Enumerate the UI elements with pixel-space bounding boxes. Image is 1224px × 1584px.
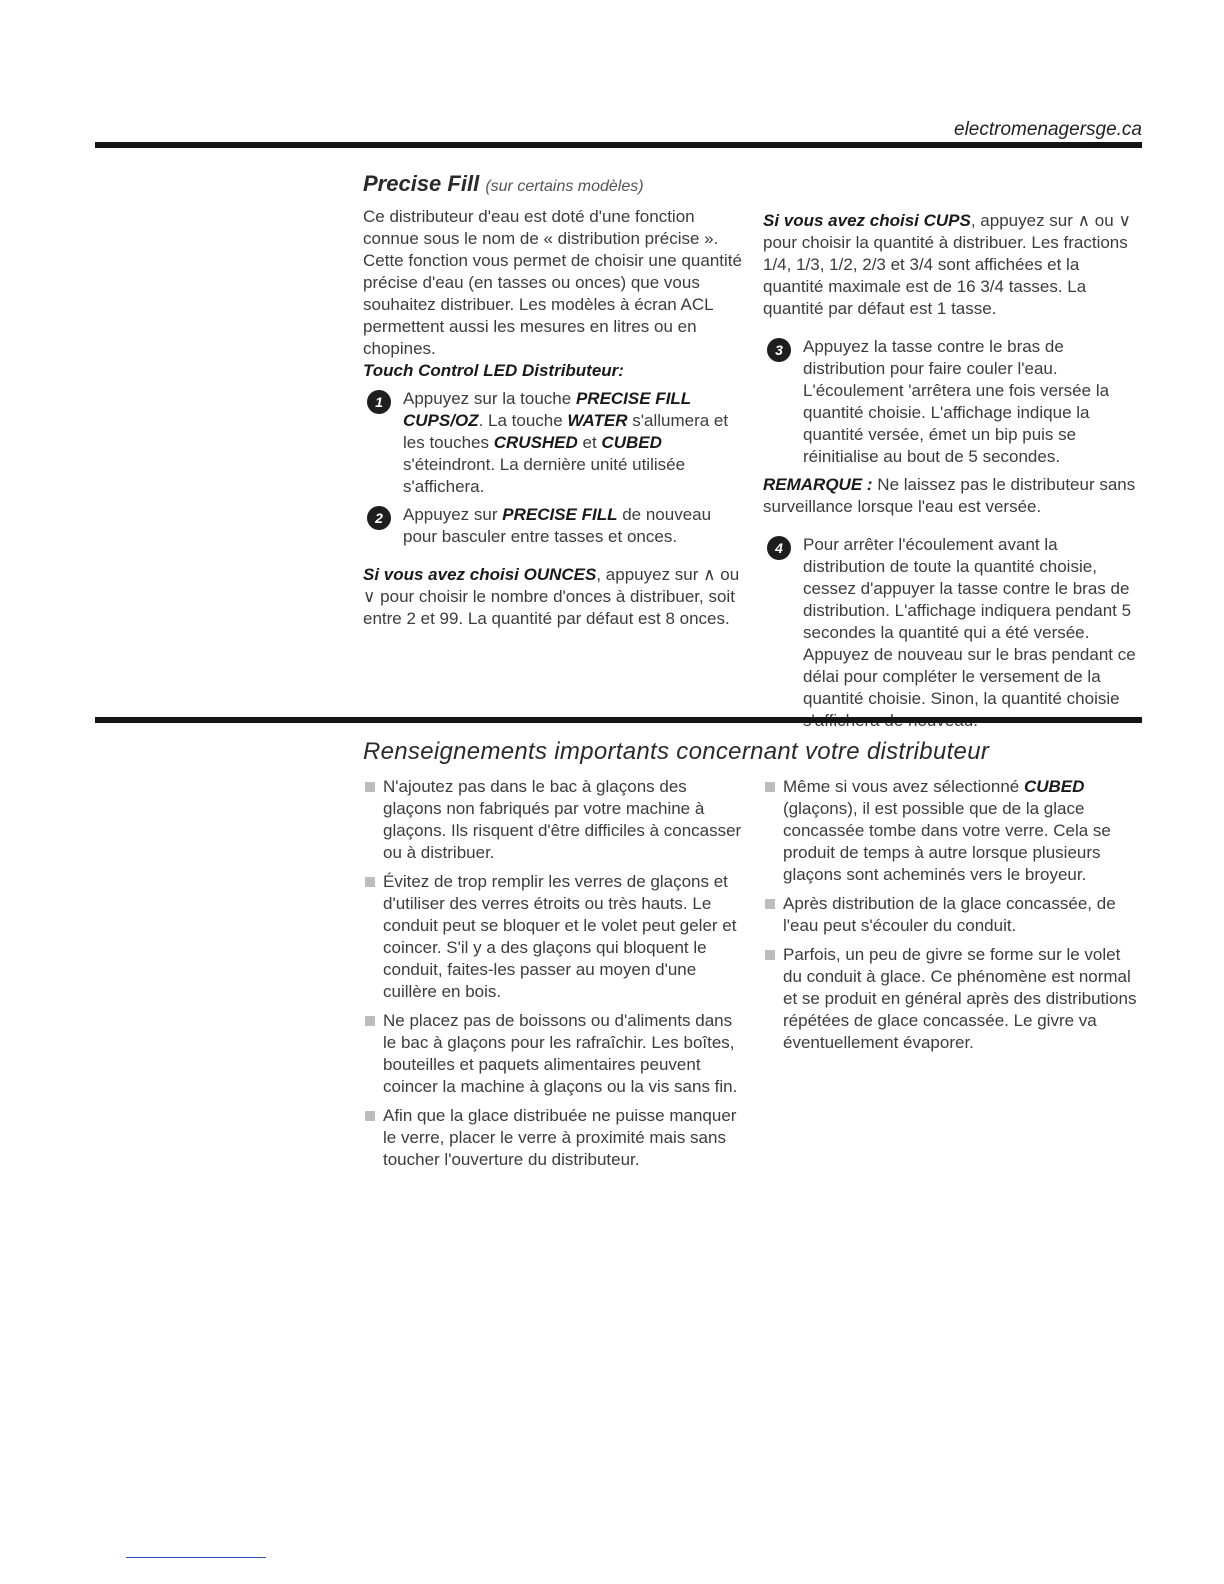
list-item	[363, 776, 743, 864]
list-item	[763, 893, 1143, 937]
cups-text: , appuyez sur ∧ ou ∨ pour choisir la quantité à distribuer. Les fractions 1/4, 1/3, 1/2, 2/3 et 3/4 sont affichées et la quantité maximale est de 16 3/4 tasses. La quantité par défaut est 1 tasse.	[763, 211, 1131, 318]
important-info-heading: Renseignements importants concernant votre distributeur	[363, 738, 990, 765]
section-divider	[95, 717, 1142, 723]
bullet-icon	[765, 782, 775, 792]
key-label: CUBED	[601, 433, 662, 452]
important-right-column	[763, 776, 1143, 1061]
step-3	[763, 336, 1143, 468]
bullet-icon	[765, 950, 775, 960]
bullet-icon	[365, 1016, 375, 1026]
top-divider	[95, 142, 1142, 148]
precise-fill-right-column	[763, 210, 1143, 738]
list-item	[763, 776, 1143, 886]
site-url: electromenagersge.ca	[954, 119, 1142, 140]
ounces-paragraph	[363, 564, 743, 630]
step-text: de nouveau pour basculer entre tasses et onces.	[403, 505, 712, 546]
key-label: CUBED	[1023, 777, 1085, 796]
step-number-badge: 1	[367, 390, 391, 414]
precise-fill-title: Precise Fill	[363, 171, 480, 196]
list-item	[363, 1010, 743, 1098]
key-label: WATER	[567, 411, 628, 430]
touch-control-heading: Touch Control LED Distributeur:	[363, 361, 624, 380]
bullet-icon	[765, 899, 775, 909]
step-number-badge: 2	[367, 506, 391, 530]
step-4	[763, 534, 1143, 732]
list-item-text: Afin que la glace distribuée ne puisse manquer le verre, placer le verre à proximité mais sans toucher l'ouverture du distributeur.	[383, 1106, 737, 1169]
key-label: CRUSHED	[493, 433, 578, 452]
important-left-column	[363, 776, 743, 1178]
list-item-text: Après distribution de la glace concassée, de l'eau peut s'écouler du conduit.	[783, 894, 1116, 935]
step-text: Appuyez sur	[403, 505, 503, 524]
bullet-icon	[365, 877, 375, 887]
list-item	[363, 871, 743, 1003]
intro-paragraph: Ce distributeur d'eau est doté d'une fonction connue sous le nom de « distribution précise ». Cette fonction vous permet de choisir une quantité précise d'eau (en tasses ou onces) que vous souhaitez distribuer. Les modèles à écran ACL permettent aussi les mesures en litres ou en chopines.	[363, 207, 742, 358]
key-label: PRECISE FILL	[502, 505, 618, 524]
list-item-text: (glaçons), il est possible que de la glace concassée tombe dans votre verre. Cela se produit de temps à autre lorsque plusieurs glaçons sont acheminés vers le broyeur.	[783, 799, 1111, 884]
step-text: Appuyez la tasse contre le bras de distribution pour faire couler l'eau. L'écoulement 'arrêtera une fois versée la quantité choisie. L'affichage indique la quantité versée, émet un bip puis se réinitialise au bout de 5 secondes.	[803, 337, 1110, 466]
bullet-icon	[365, 1111, 375, 1121]
precise-fill-left-column	[363, 206, 743, 630]
footer-link-underline	[126, 1557, 266, 1558]
step-number-badge: 4	[767, 536, 791, 560]
ounces-text: , appuyez sur ∧ ou ∨ pour choisir le nombre d'onces à distribuer, soit entre 2 et 99. La quantité par défaut est 8 onces.	[363, 565, 740, 628]
list-item	[363, 1105, 743, 1171]
precise-fill-note: (sur certains modèles)	[485, 178, 644, 195]
step-text: Appuyez sur la touche	[403, 389, 576, 408]
list-item	[763, 944, 1143, 1054]
remarque-text: Ne laissez pas le distributeur sans surveillance lorsque l'eau est versée.	[763, 475, 1136, 516]
list-item-text: Même si vous avez sélectionné	[783, 777, 1024, 796]
list-item-text: Évitez de trop remplir les verres de glaçons et d'utiliser des verres étroits ou très hauts. Le conduit peut se bloquer et le volet peut geler et coincer. S'il y a des glaçons qui bloquent le conduit, faites-les passer au moyen d'une cuillère en bois.	[383, 872, 737, 1001]
remarque-lead: REMARQUE :	[763, 475, 873, 494]
list-item-text: Ne placez pas de boissons ou d'aliments dans le bac à glaçons pour les rafraîchir. Les boîtes, bouteilles et paquets alimentaires peuvent coincer la machine à glaçons ou la vis sans fin.	[383, 1011, 738, 1096]
ounces-lead: Si vous avez choisi OUNCES	[363, 565, 597, 584]
list-item-text: Parfois, un peu de givre se forme sur le volet du conduit à glace. Ce phénomène est normal et se produit en général après des distributions répétées de glace concassée. Le givre va éventuellement évaporer.	[783, 945, 1137, 1052]
precise-fill-heading	[363, 171, 644, 197]
step-2	[363, 504, 743, 548]
step-text: s'éteindront. La dernière unité utilisée s'affichera.	[403, 455, 686, 496]
step-text: et	[577, 433, 602, 452]
step-text: Pour arrêter l'écoulement avant la distribution de toute la quantité choisie, cessez d'appuyer la tasse contre le bras de distribution. L'affichage indiquera pendant 5 secondes la quantité qui a été versée. Appuyez de nouveau sur le bras pendant ce délai pour compléter le versement de la quantité choisie. Sinon, la quantité choisie	[803, 535, 1136, 708]
step-number-badge: 3	[767, 338, 791, 362]
bullet-icon	[365, 782, 375, 792]
step-1	[363, 388, 743, 498]
cups-lead: Si vous avez choisi CUPS	[763, 211, 971, 230]
list-item-text: N'ajoutez pas dans le bac à glaçons des glaçons non fabriqués par votre machine à glaçons. Ils risquent d'être difficiles à concasser ou à distribuer.	[383, 777, 742, 862]
remarque-paragraph	[763, 474, 1143, 518]
cups-paragraph	[763, 210, 1143, 320]
step-text: s'allumera et les touches	[403, 411, 729, 452]
step-text: . La touche	[478, 411, 568, 430]
key-label: PRECISE FILL CUPS/OZ	[403, 389, 691, 430]
